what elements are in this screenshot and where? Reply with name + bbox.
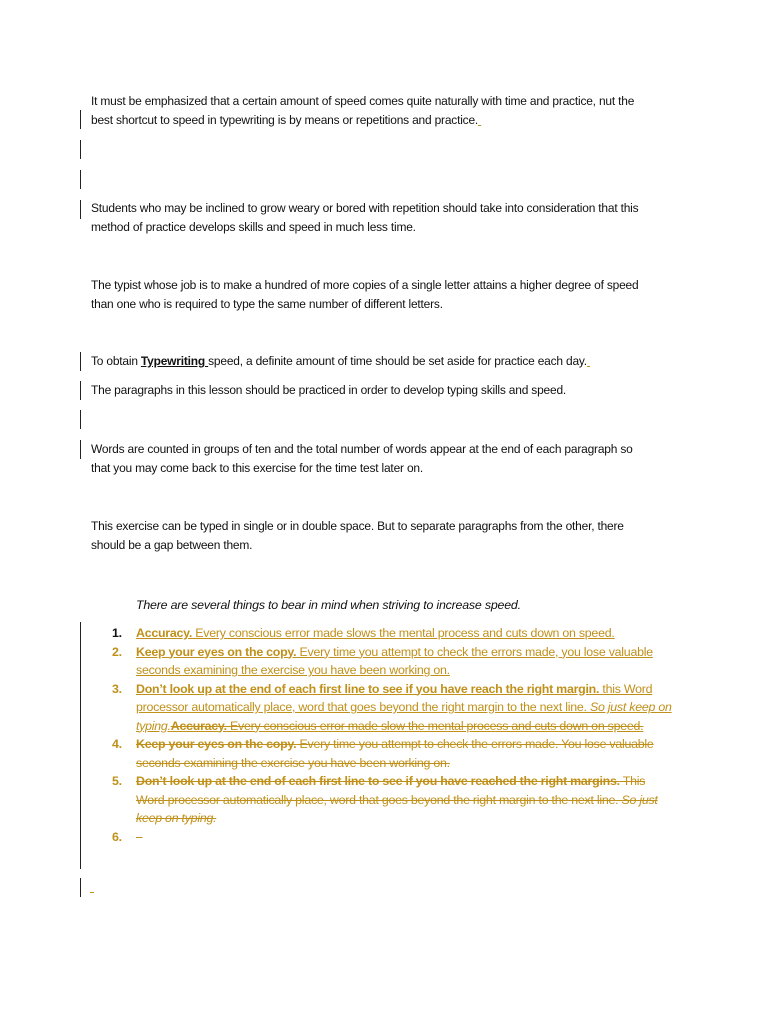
change-bar bbox=[80, 641, 81, 660]
change-bar bbox=[80, 170, 81, 189]
change-bar bbox=[80, 622, 81, 641]
insertion-mark bbox=[478, 113, 481, 127]
paragraph-words: Words are counted in groups of ten and the total number of words appear at the end of each paragraph so that you may come back to this exercise for the time test later on. bbox=[91, 442, 633, 475]
paragraph-lesson: The paragraphs in this lesson should be practiced in order to develop typing skills and speed. bbox=[91, 383, 567, 397]
insertion-mark bbox=[90, 880, 94, 893]
change-bar bbox=[80, 140, 81, 159]
change-bar bbox=[80, 812, 81, 831]
change-bar bbox=[80, 850, 81, 869]
list-item-deleted: 6. bbox=[112, 829, 122, 844]
change-bar bbox=[80, 774, 81, 793]
list-item-deleted: 4. Keep your eyes on the copy. Every time you attempt to check the errors made. You lose valuable seconds examining the exercise you have been working on. bbox=[112, 737, 654, 770]
paragraph-speed: It must be emphasized that a certain amount of speed comes quite naturally with time and practice, nut the best shortcut to speed in typewriting is by means or repetitions and practice. bbox=[91, 94, 635, 127]
change-bar bbox=[80, 878, 81, 897]
list-item-deleted: 5. Don’t look up at the end of each first line to see if you have reached the right margins. This Word processor automatically place, word that goes beyond the right margin to the next line. So just keep on typing. bbox=[112, 774, 658, 825]
change-bar bbox=[80, 679, 81, 698]
change-bar bbox=[80, 717, 81, 736]
change-bar bbox=[80, 110, 81, 129]
tips-list bbox=[112, 624, 672, 846]
paragraph-repetition: Students who may be inclined to grow weary or bored with repetition should take into consideration that this method of practice develops skills and speed in much less time. bbox=[91, 201, 639, 234]
change-bar bbox=[80, 200, 81, 219]
change-bar bbox=[80, 831, 81, 850]
paragraph-typewriting: To obtain Typewriting speed, a definite amount of time should be set aside for practice each day. bbox=[91, 352, 651, 371]
change-bar bbox=[80, 352, 81, 371]
change-bar bbox=[80, 660, 81, 679]
list-item: 3. Don’t look up at the end of each first line to see if you have reach the right margin. this Word processor automatically place, word that goes beyond the right margin to the next line. So just keep on typing.Accuracy. Every conscious error made slow the mental process and cuts down on speed. bbox=[112, 681, 672, 733]
change-bar bbox=[80, 755, 81, 774]
paragraph-typist: The typist whose job is to make a hundred of more copies of a single letter attains a higher degree of speed than one who is required to type the same number of different letters. bbox=[91, 278, 639, 311]
change-bar bbox=[80, 736, 81, 755]
change-bar bbox=[80, 410, 81, 429]
typewriting-emphasis: Typewriting bbox=[140, 354, 209, 368]
change-bar bbox=[80, 440, 81, 459]
list-item: 1. Accuracy. Every conscious error made slows the mental process and cuts down on speed. bbox=[112, 626, 615, 640]
change-bar bbox=[80, 698, 81, 717]
paragraph-exercise: This exercise can be typed in single or in double space. But to separate paragraphs from the other, there should be a gap between them. bbox=[91, 519, 624, 552]
insertion-mark bbox=[587, 354, 590, 368]
change-bar bbox=[80, 793, 81, 812]
list-item: 2. Keep your eyes on the copy. Every time you attempt to check the errors made, you lose valuable seconds examining the exercise you have been working on. bbox=[112, 644, 653, 677]
change-bar bbox=[80, 381, 81, 400]
list-intro: There are several things to bear in mind when striving to increase speed. bbox=[136, 598, 521, 612]
